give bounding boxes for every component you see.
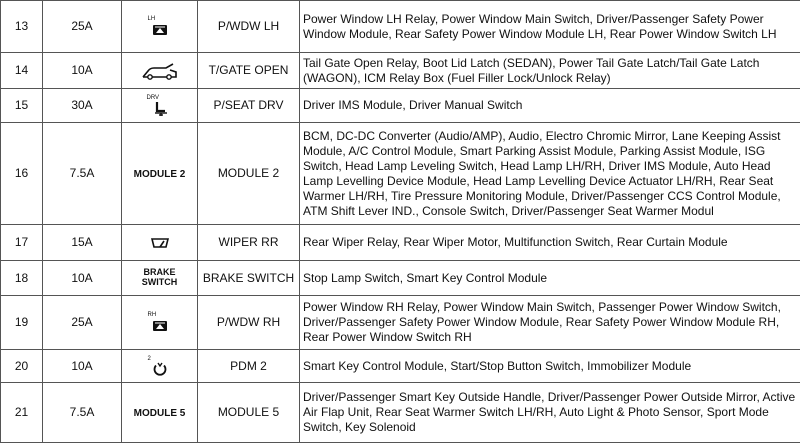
symbol-text: MODULE 2: [134, 170, 186, 180]
fuse-symbol: [122, 89, 198, 123]
table-row: [1, 383, 800, 443]
power-window-icon: [152, 23, 168, 36]
fuse-amperage: 10A: [43, 350, 122, 383]
fuse-description: Power Window LH Relay, Power Window Main Switch, Driver/Passenger Safety Power Window Module, Rear Safety Power Window Module LH, Rear Power Window Switch LH: [300, 1, 800, 53]
fuse-description: Driver/Passenger Smart Key Outside Handle, Driver/Passenger Power Outside Mirror, Active Air Flap Unit, Rear Seat Warmer Switch LH/RH, Auto Light & Photo Sensor, Sport Mode Switch, Key Solenoid: [300, 383, 800, 443]
power-window-icon: [152, 319, 168, 332]
fuse-description: Stop Lamp Switch, Smart Key Control Module: [300, 261, 800, 296]
fuse-number: 17: [1, 225, 43, 261]
fuse-symbol: [122, 296, 198, 350]
symbol-text-line1: BRAKE: [143, 267, 175, 277]
fuse-number: 15: [1, 89, 43, 123]
rear-wiper-icon: [151, 237, 169, 249]
fuse-name: P/WDW RH: [198, 296, 300, 350]
fuse-number: 16: [1, 123, 43, 225]
fuse-description: Rear Wiper Relay, Rear Wiper Motor, Multifunction Switch, Rear Curtain Module: [300, 225, 800, 261]
fuse-description: Driver IMS Module, Driver Manual Switch: [300, 89, 800, 123]
power-seat-icon: [151, 101, 169, 117]
fuse-name: P/WDW LH: [198, 1, 300, 53]
fuse-amperage: 10A: [43, 261, 122, 296]
symbol-text: MODULE 5: [134, 409, 186, 419]
fuse-name: WIPER RR: [198, 225, 300, 261]
table-row: [1, 296, 800, 350]
fuse-number: 21: [1, 383, 43, 443]
fuse-name: BRAKE SWITCH: [198, 261, 300, 296]
fuse-number: 14: [1, 53, 43, 89]
fuse-name: MODULE 5: [198, 383, 300, 443]
fuse-symbol: [122, 383, 198, 443]
fuse-amperage: 30A: [43, 89, 122, 123]
symbol-label: DRV: [147, 95, 169, 101]
table-row: [1, 225, 800, 261]
fuse-symbol: [122, 123, 198, 225]
fuse-number: 20: [1, 350, 43, 383]
table-row: [1, 53, 800, 89]
fuse-description: Tail Gate Open Relay, Boot Lid Latch (SEDAN), Power Tail Gate Latch/Tail Gate Latch (WAGON), ICM Relay Box (Fuel Filler Lock/Unlock Relay): [300, 53, 800, 89]
fuse-description: Smart Key Control Module, Start/Stop Button Switch, Immobilizer Module: [300, 350, 800, 383]
fuse-amperage: 15A: [43, 225, 122, 261]
fuse-name: T/GATE OPEN: [198, 53, 300, 89]
table-row: [1, 350, 800, 383]
fuse-symbol: [122, 53, 198, 89]
fuse-number: 13: [1, 1, 43, 53]
symbol-text-line2: SWITCH: [142, 277, 178, 287]
fuse-amperage: 25A: [43, 296, 122, 350]
fuse-amperage: 10A: [43, 53, 122, 89]
fuse-name: PDM 2: [198, 350, 300, 383]
symbol-text: [142, 267, 178, 287]
fuse-name: MODULE 2: [198, 123, 300, 225]
table-row: [1, 1, 800, 53]
fuse-number: 19: [1, 296, 43, 350]
symbol-label: 2: [148, 356, 168, 362]
tailgate-icon: [140, 62, 180, 80]
fuse-amperage: 7.5A: [43, 123, 122, 225]
fuse-number: 18: [1, 261, 43, 296]
fuse-symbol: [122, 350, 198, 383]
fuse-symbol: [122, 261, 198, 296]
fuse-symbol: [122, 225, 198, 261]
fuse-amperage: 7.5A: [43, 383, 122, 443]
table-row: [1, 123, 800, 225]
fuse-amperage: 25A: [43, 1, 122, 53]
fuse-name: P/SEAT DRV: [198, 89, 300, 123]
fuse-description: Power Window RH Relay, Power Window Main Switch, Passenger Power Window Switch, Driver/Passenger Safety Power Window Module, Rear Safety Power Window Module RH, Rear Power Window Switch RH: [300, 296, 800, 350]
fuse-symbol: [122, 1, 198, 53]
pdm-icon: [152, 362, 168, 376]
table-row: [1, 261, 800, 296]
symbol-label: RH: [148, 312, 168, 318]
fuse-description: BCM, DC-DC Converter (Audio/AMP), Audio, Electro Chromic Mirror, Lane Keeping Assist Module, A/C Control Module, Smart Parking Assist Module, Parking Assist Module, ISG Switch, Head Lamp Leveling Switch, Head Lamp LH/RH, Driver IMS Module, Auto Head Lamp Levelling Device Module, Head Lamp Levelling Device Actuator LH/RH, Rear Seat Warmer LH/RH, Tire Pressure Monitoring Module, Driver/Passenger CCS Control Module, ATM Shift Lever IND., Console Switch, Driver/Passenger Seat Warmer Modul: [300, 123, 800, 225]
table-row: [1, 89, 800, 123]
symbol-label: LH: [148, 16, 168, 22]
